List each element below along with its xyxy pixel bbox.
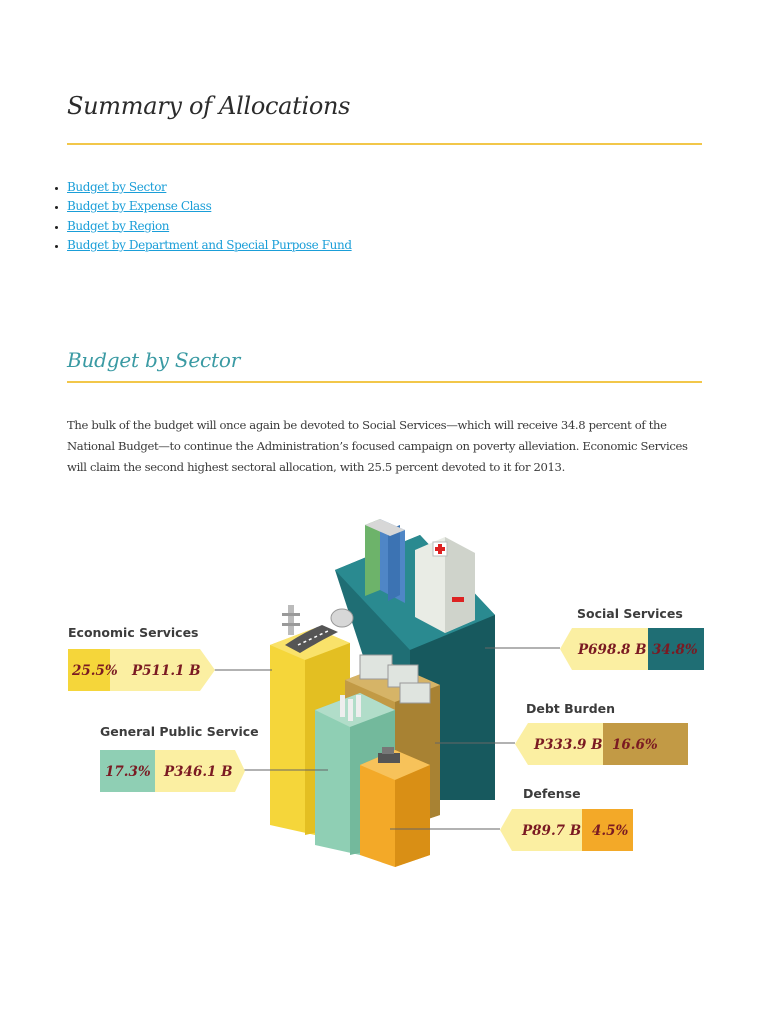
general-amount-value: P346.1 B [164, 764, 233, 780]
sector-chart-svg [60, 495, 710, 875]
books-icon [365, 519, 405, 603]
section-nav [30, 178, 352, 255]
defense-share-value: 4.5% [592, 823, 629, 839]
economic-services-label: Economic Services [68, 625, 199, 640]
defense-block [360, 750, 430, 867]
general-share-value: 17.3% [105, 764, 151, 780]
debt-burden-label: Debt Burden [526, 701, 616, 716]
nav-item [67, 217, 352, 236]
economic-share-value: 25.5% [72, 663, 118, 679]
nav-item [67, 197, 352, 216]
general-public-service-label: General Public Service [100, 724, 259, 739]
dish-icon [331, 609, 353, 627]
section-divider [67, 381, 702, 383]
nav-item [67, 236, 352, 255]
section-title: Budget by Sector [67, 348, 241, 372]
social-services-label: Social Services [577, 606, 683, 621]
economic-amount-value: P511.1 B [132, 663, 201, 679]
link-budget-by-sector[interactable]: Budget by Sector [67, 180, 167, 194]
debt-share-value: 16.6% [612, 737, 658, 753]
defense-label: Defense [523, 786, 581, 801]
sector-infographic [60, 495, 710, 875]
link-budget-by-region[interactable]: Budget by Region [67, 218, 170, 233]
social-amount-value: P698.8 B [578, 642, 647, 658]
tower-icon [282, 605, 300, 635]
intro-paragraph: The bulk of the budget will once again be devoted to Social Services—which will receive 34.8 percent of the National Budget—to continue the Administration’s focused campaign on poverty alleviation. Economic Services will claim the second highest sectoral allocation, with 25.5 percent devoted to it for 2013. [67, 418, 688, 474]
title-divider [67, 143, 702, 145]
link-budget-by-department[interactable]: Budget by Department and Special Purpose Fund [67, 237, 352, 252]
debt-amount-value: P333.9 B [534, 737, 603, 753]
social-share-value: 34.8% [652, 642, 698, 658]
defense-amount-value: P89.7 B [522, 823, 582, 839]
page-title: Summary of Allocations [67, 92, 351, 120]
hospital-icon [415, 537, 475, 633]
link-budget-by-expense-class[interactable]: Budget by Expense Class [67, 199, 212, 214]
nav-item [67, 178, 352, 197]
